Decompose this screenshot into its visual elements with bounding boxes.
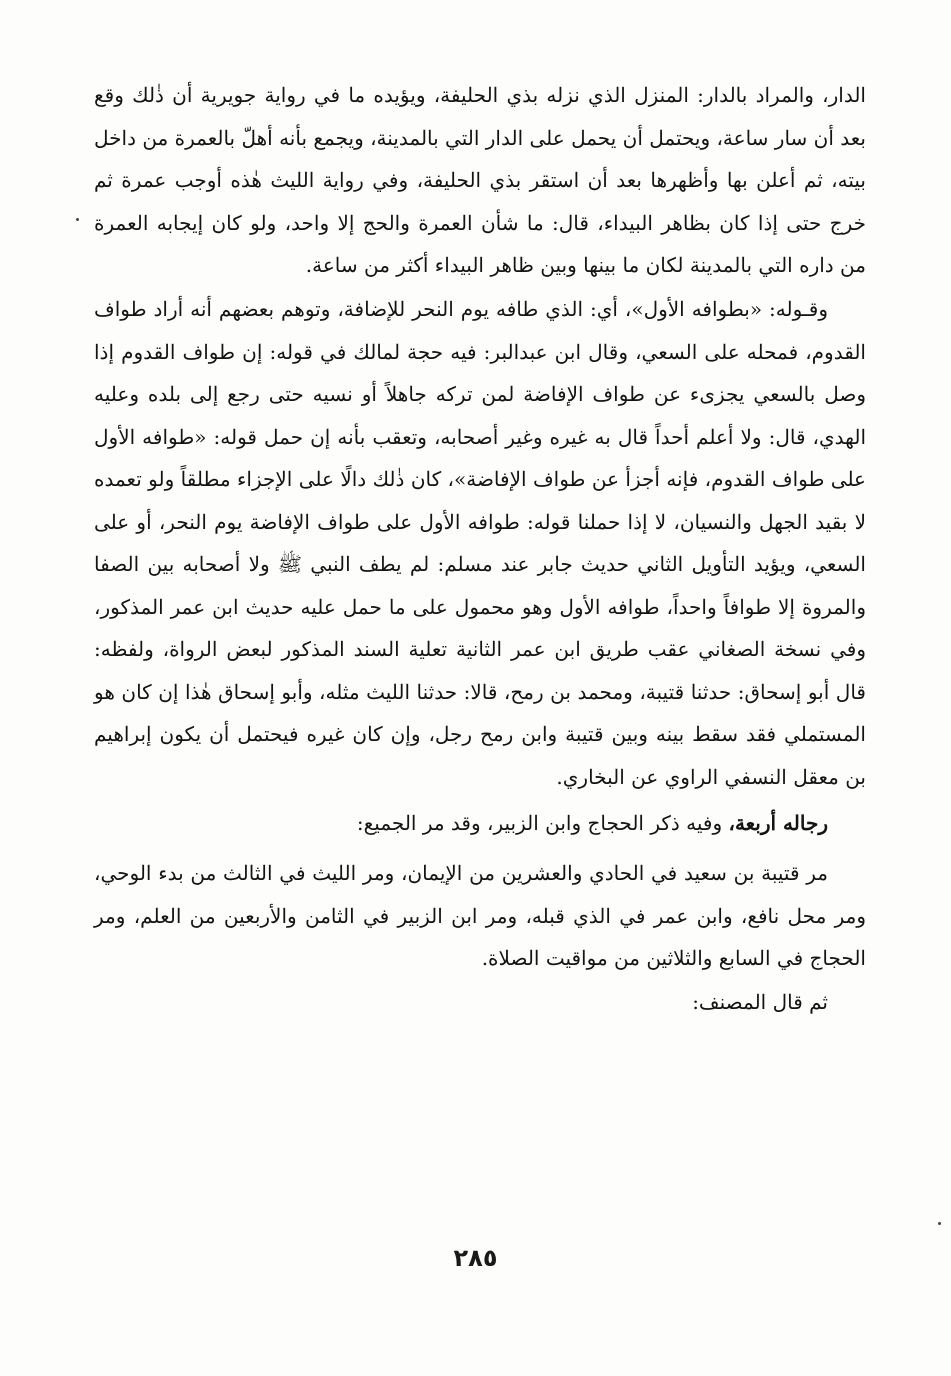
narrators-heading-line xyxy=(94,802,866,845)
page-number: ٢٨٥ xyxy=(453,1244,498,1272)
paragraph-text: مر قتيبة بن سعيد في الحادي والعشرين من الإيمان، ومر الليث في الثالث من بدء الوحي، ومر محل نافع، وابن عمر في الذي قبله، ومر ابن الزبير في الثامن والأربعين من العلم، ومر الحجاج في السابع والثلاثين من مواقيت الصلاة. xyxy=(94,861,866,970)
paragraph-narrators-list xyxy=(94,852,866,980)
narrators-heading-rest: وفيه ذكر الحجاج وابن الزبير، وقد مر الجميع: xyxy=(356,811,729,835)
paragraph-text: ثم قال المصنف: xyxy=(692,990,828,1014)
paragraph-author-said xyxy=(94,981,866,1024)
scan-speck xyxy=(938,1222,941,1225)
paragraph-text: الدار، والمراد بالدار: المنزل الذي نزله بذي الحليفة، ويؤيده ما في رواية جويرية أن ذٰلك وقع بعد أن سار ساعة، ويحتمل أن يحمل على الدار التي بالمدينة، ويجمع بأنه أهلّ بالعمرة من داخل بيته، ثم أعلن بها وأظهرها بعد أن استقر بذي الحليفة، وفي رواية الليث هٰذه أوجب عمرة ثم خرج حتى إذا كان بظاهر البيداء، قال: ما شأن العمرة والحج إلا واحد، ولو كان إيجابه العمرة من داره التي بالمدينة لكان ما بينها وبين ظاهر البيداء أكثر من ساعة. xyxy=(94,83,866,277)
narrators-heading: رجاله أربعة، xyxy=(728,811,828,835)
paragraph-tawaf-commentary xyxy=(94,288,866,798)
paragraph-dar-explanation xyxy=(94,74,866,287)
paragraph-text: وقـوله: «بطوافه الأول»، أي: الذي طافه يوم النحر للإضافة، وتوهم بعضهم أنه أراد طواف القدوم، فمحله على السعي، وقال ابن عبدالبر: فيه حجة لمالك في قوله: إن طواف القدوم إذا وصل بالسعي يجزىء عن طواف الإفاضة لمن تركه جاهلاً أو نسيه حتى رجع إلى بلده وعليه الهدي، قال: ولا أعلم أحداً قال به غيره وغير أصحابه، وتعقب بأنه إن حمل قوله: «طوافه الأول على طواف القدوم، فإنه أجزأ عن طواف الإفاضة»، كان ذٰلك دالًا على الإجزاء مطلقاً ولو تعمده لا بقيد الجهل والنسيان، لا إذا حملنا قوله: طوافه الأول على طواف الإفاضة يوم النحر، أو على السعي، ويؤيد التأويل الثاني حديث جابر عند مسلم: لم يطف النبي ﷺ ولا أصحابه بين الصفا والمروة إلا طوافاً واحداً، طوافه الأول وهو محمول على ما حمل عليه حديث ابن عمر المذكور، وفي نسخة الصغاني عقب طريق ابن عمر الثانية تعلية السند المذكور لبعض الرواة، ولفظه: قال أبو إسحاق: حدثنا قتيبة، ومحمد بن رمح، قالا: حدثنا الليث مثله، وأبو إسحاق هٰذا إن كان هو المستملي فقد سقط بينه وبين قتيبة وابن رمح رجل، وإن كان غيره فيحتمل أن يكون إبراهيم بن معقل النسفي الراوي عن البخاري. xyxy=(94,297,866,789)
narrators-heading-paragraph xyxy=(94,802,866,845)
scan-speck xyxy=(76,218,79,221)
